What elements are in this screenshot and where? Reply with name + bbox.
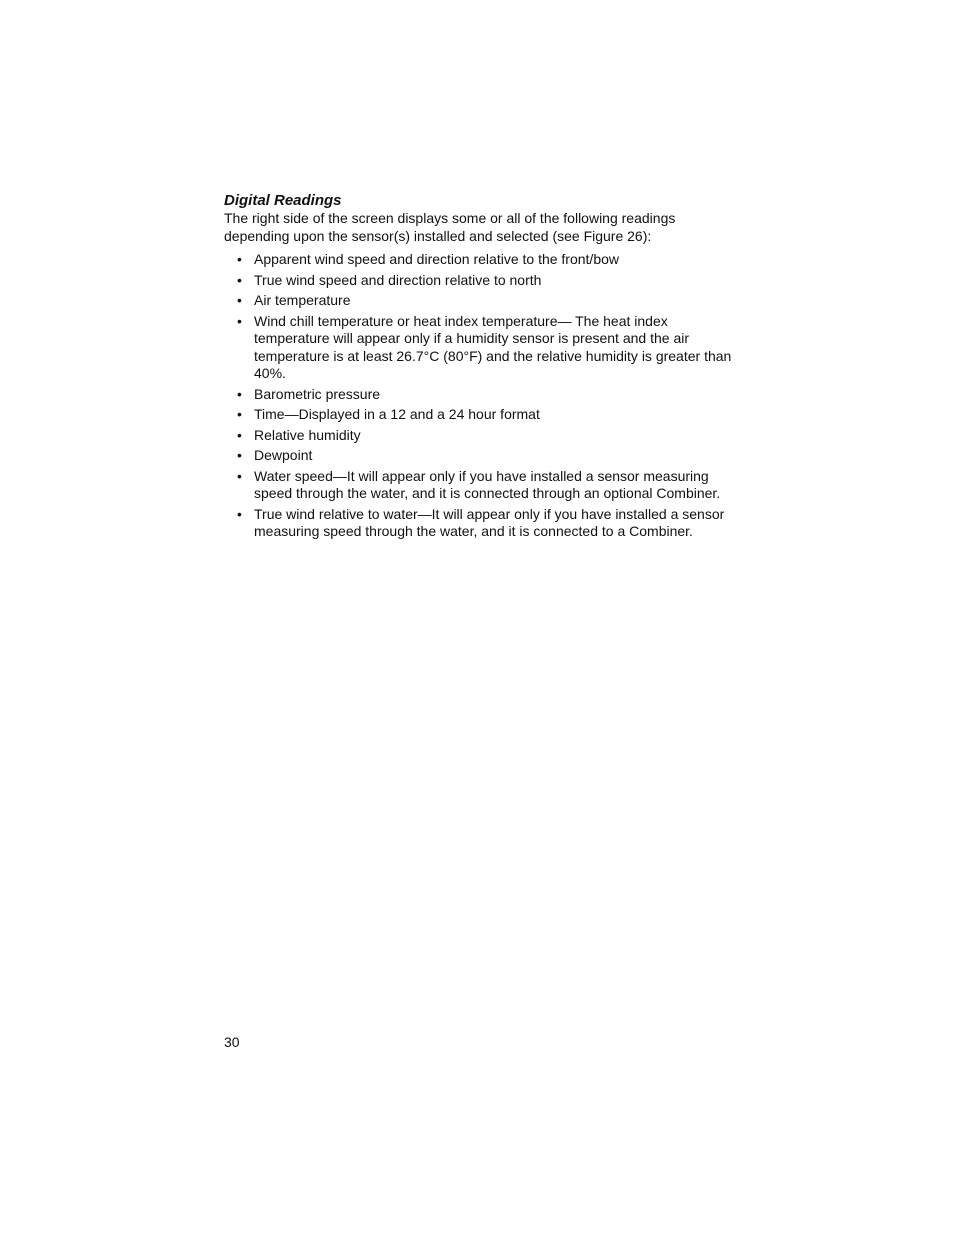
bullet-icon: • (237, 505, 242, 522)
list-item-text: Air temperature (254, 292, 351, 308)
list-item-text: Apparent wind speed and direction relative to the front/bow (254, 251, 620, 267)
list-item-text: Barometric pressure (254, 385, 381, 402)
list-item (224, 386, 734, 404)
list-item (224, 447, 734, 465)
list-item (224, 506, 734, 541)
page-number: 30 (224, 1034, 240, 1050)
bullet-icon: • (237, 447, 242, 463)
bullet-icon: • (237, 467, 242, 484)
list-item-text: Time—Displayed in a 12 and a 24 hour format (254, 406, 540, 422)
bullet-icon: • (237, 312, 242, 329)
bullet-icon: • (237, 271, 242, 288)
page-content (224, 191, 734, 544)
list-item (224, 406, 734, 424)
list-item-text: Relative humidity (254, 426, 361, 443)
section-title: Digital Readings (224, 192, 342, 209)
list-item-text: True wind speed and direction relative to north (254, 271, 542, 288)
list-item-text: True wind relative to water—It will appear only if you have installed a sensor measuring speed through the water, and it is connected to a Combiner. (254, 505, 725, 539)
bullet-icon: • (237, 406, 242, 422)
bullet-icon: • (237, 426, 242, 443)
intro-paragraph: The right side of the screen displays some or all of the following readings depending upon the sensor(s) installed and selected (see Figure 26): (224, 210, 676, 244)
bullet-icon: • (237, 251, 242, 267)
bullet-icon: • (237, 385, 242, 402)
list-item-text: Water speed—It will appear only if you have installed a sensor measuring speed through the water, and it is connected through an optional Combiner. (254, 467, 721, 501)
list-item (224, 251, 734, 269)
list-item (224, 468, 734, 503)
list-item (224, 313, 734, 383)
list-item-text: Dewpoint (254, 447, 313, 463)
list-item-text: Wind chill temperature or heat index temperature— The heat index temperature will appear only if a humidity sensor is present and the air temperature is at least 26.7°C (80°F) and the relative humidity is greater than 40%. (254, 312, 732, 381)
list-item (224, 292, 734, 310)
list-item (224, 272, 734, 290)
bullet-icon: • (237, 292, 242, 308)
readings-list (224, 251, 734, 541)
list-item (224, 427, 734, 445)
